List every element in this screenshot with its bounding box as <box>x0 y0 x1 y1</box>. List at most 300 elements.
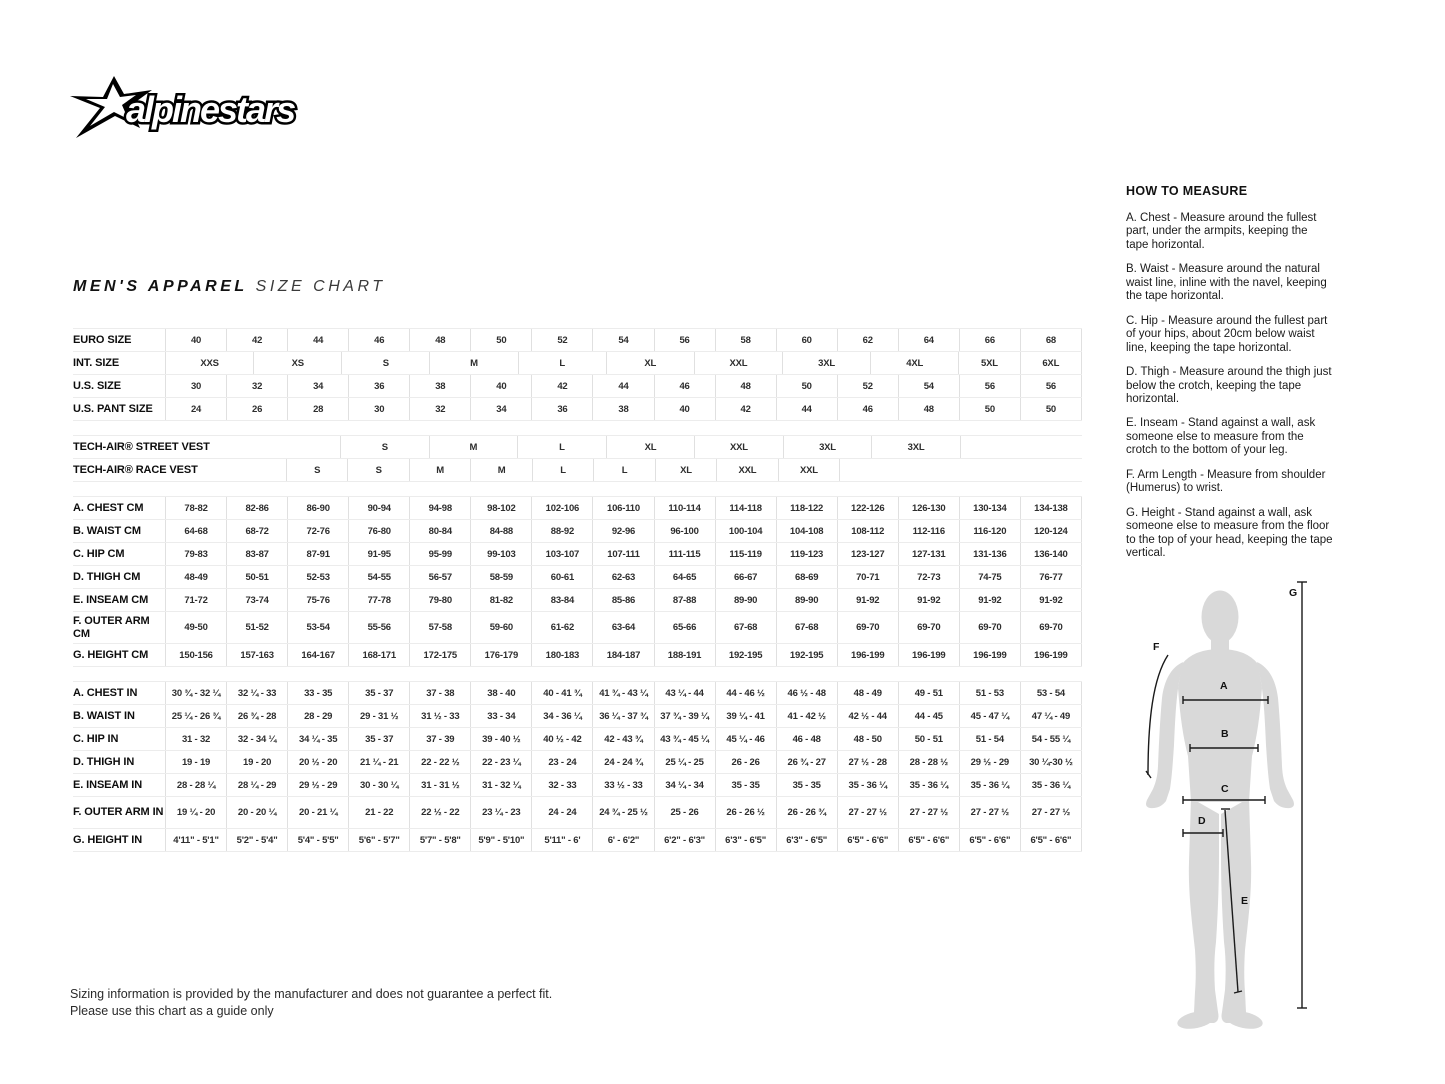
table-cell: 48 - 50 <box>837 728 898 750</box>
table-cell: 74-75 <box>959 566 1020 588</box>
table-cell: 19 - 19 <box>165 751 226 773</box>
table-cell: 54 - 55 ¼ <box>1020 728 1082 750</box>
table-cell: 40 <box>165 329 226 351</box>
table-cell: 4'11" - 5'1" <box>165 829 226 851</box>
table-cell: 50-51 <box>226 566 287 588</box>
table-cell: 42 <box>226 329 287 351</box>
table-cell: 6'2" - 6'3" <box>654 829 715 851</box>
table-cell: 22 - 23 ¼ <box>470 751 531 773</box>
table-cell: 6'5" - 6'6" <box>1020 829 1082 851</box>
table-cell: 66 <box>959 329 1020 351</box>
table-cell: 104-108 <box>776 520 837 542</box>
table-cell: 196-199 <box>959 644 1020 666</box>
table-row <box>73 612 1082 644</box>
table-cell: 6'3" - 6'5" <box>776 829 837 851</box>
footer-line-2: Please use this chart as a guide only <box>70 1004 274 1019</box>
table-cell: 34 - 36 ¼ <box>531 705 592 727</box>
table-cell: 33 ½ - 33 <box>592 774 653 796</box>
row-label: D. THIGH IN <box>73 756 135 768</box>
table-cell: 64-68 <box>165 520 226 542</box>
table-cell: 28 <box>287 398 348 420</box>
table-cell: L <box>518 352 606 374</box>
table-cell: M <box>429 436 518 458</box>
table-cell: 77-78 <box>348 589 409 611</box>
table-cell: 5'6" - 5'7" <box>348 829 409 851</box>
table-cell: 53-54 <box>287 612 348 643</box>
table-cell: 78-82 <box>165 497 226 519</box>
table-cell: 51 - 54 <box>959 728 1020 750</box>
table-cell: 68 <box>1020 329 1082 351</box>
table-cell: 123-127 <box>837 543 898 565</box>
row-label: TECH-AIR® RACE VEST <box>73 464 198 476</box>
page-title-sub: SIZE CHART <box>255 278 386 295</box>
table-cell: 88-92 <box>531 520 592 542</box>
table-cell: 62-63 <box>592 566 653 588</box>
table-cell: 31 - 32 ¼ <box>470 774 531 796</box>
table-cell: 19 ¼ - 20 <box>165 797 226 828</box>
table-cell: 68-69 <box>776 566 837 588</box>
table-cell: 100-104 <box>715 520 776 542</box>
table-cell: 27 - 27 ½ <box>959 797 1020 828</box>
table-cell: 33 - 35 <box>287 682 348 704</box>
table-cell: 41 ¾ - 43 ¼ <box>592 682 653 704</box>
table-cell: 26 ¾ - 27 <box>776 751 837 773</box>
table-cell: 130-134 <box>959 497 1020 519</box>
table-cell: 184-187 <box>592 644 653 666</box>
table-cell: 38 <box>592 398 653 420</box>
measure-instruction: B. Waist - Measure around the natural waist line, inline with the navel, keeping the tape horizontal. <box>1126 263 1327 303</box>
row-label: A. CHEST IN <box>73 687 138 699</box>
table-cell: 25 - 26 <box>654 797 715 828</box>
table-cell: 90-94 <box>348 497 409 519</box>
table-row <box>73 774 1082 797</box>
table-cell: 30 <box>348 398 409 420</box>
table-cell: 168-171 <box>348 644 409 666</box>
table-cell: 131-136 <box>959 543 1020 565</box>
table-cell: 30 - 30 ¼ <box>348 774 409 796</box>
table-cell: 5'11" - 6' <box>531 829 592 851</box>
table-cell: 44 - 45 <box>898 705 959 727</box>
table-cell: 112-116 <box>898 520 959 542</box>
table-cell: 3XL <box>782 352 870 374</box>
label-g: G <box>1289 587 1298 599</box>
table-cell: XL <box>606 436 695 458</box>
table-cell: 32 <box>226 375 287 397</box>
measure-line-height-g <box>1297 582 1307 1008</box>
table-cell: 86-90 <box>287 497 348 519</box>
table-cell: 6'5" - 6'6" <box>959 829 1020 851</box>
table-cell: 25 ¼ - 26 ¾ <box>165 705 226 727</box>
table-cell: 103-107 <box>531 543 592 565</box>
table-cell: 35 - 36 ¼ <box>837 774 898 796</box>
table-cell: 91-95 <box>348 543 409 565</box>
table-cell: 4XL <box>870 352 958 374</box>
label-a: A <box>1220 680 1228 692</box>
table-cell: 91-92 <box>837 589 898 611</box>
table-cell: L <box>517 436 606 458</box>
table-cell: 40 <box>654 398 715 420</box>
table-cell: 52 <box>531 329 592 351</box>
table-cell: 50 <box>470 329 531 351</box>
table-cell: 5'2" - 5'4" <box>226 829 287 851</box>
table-cell: 35 - 37 <box>348 682 409 704</box>
table-cell: 29 ½ - 29 <box>287 774 348 796</box>
body-silhouette <box>1146 591 1294 1031</box>
table-cell: 34 <box>470 398 531 420</box>
table-cell: 51-52 <box>226 612 287 643</box>
table-cell: 136-140 <box>1020 543 1082 565</box>
table-cell: 5XL <box>958 352 1019 374</box>
table-cell: 106-110 <box>592 497 653 519</box>
table-cell: S <box>286 459 347 481</box>
table-cell: 26 - 26 ½ <box>715 797 776 828</box>
table-cell: 57-58 <box>409 612 470 643</box>
table-cell: 69-70 <box>1020 612 1082 643</box>
table-cell: 119-123 <box>776 543 837 565</box>
size-table <box>73 328 1082 852</box>
table-cell: 24 - 24 ¾ <box>592 751 653 773</box>
table-cell: 81-82 <box>470 589 531 611</box>
table-cell: 29 - 31 ½ <box>348 705 409 727</box>
table-cell: 42 - 43 ¾ <box>592 728 653 750</box>
table-cell: 48 <box>715 375 776 397</box>
table-cell: S <box>347 459 408 481</box>
table-cell: S <box>341 352 429 374</box>
table-cell: 91-92 <box>898 589 959 611</box>
table-row <box>73 496 1082 520</box>
table-cell: 44 <box>592 375 653 397</box>
table-cell: 24 <box>165 398 226 420</box>
table-cell: 50 <box>776 375 837 397</box>
table-cell: 27 - 27 ½ <box>898 797 959 828</box>
table-cell: 19 - 20 <box>226 751 287 773</box>
table-cell: 37 ¾ - 39 ¼ <box>654 705 715 727</box>
table-cell: 33 - 34 <box>470 705 531 727</box>
table-cell: 157-163 <box>226 644 287 666</box>
table-cell: 48 <box>898 398 959 420</box>
table-cell: 26 - 26 <box>715 751 776 773</box>
table-cell: 21 ¼ - 21 <box>348 751 409 773</box>
table-cell: 110-114 <box>654 497 715 519</box>
table-cell: 46 ½ - 48 <box>776 682 837 704</box>
table-row <box>73 435 1082 459</box>
table-cell: 192-195 <box>715 644 776 666</box>
table-cell: 35 - 36 ¼ <box>898 774 959 796</box>
table-row <box>73 644 1082 667</box>
table-cell: 66-67 <box>715 566 776 588</box>
table-row <box>73 398 1082 421</box>
table-cell: 52 <box>837 375 898 397</box>
table-cell: 54 <box>592 329 653 351</box>
table-cell: 25 ¼ - 25 <box>654 751 715 773</box>
table-row <box>73 459 1082 482</box>
table-cell: 82-86 <box>226 497 287 519</box>
table-cell: 21 - 22 <box>348 797 409 828</box>
table-cell: 91-92 <box>1020 589 1082 611</box>
row-label: B. WAIST CM <box>73 525 141 537</box>
table-cell: 6XL <box>1020 352 1082 374</box>
table-cell: 6'5" - 6'6" <box>837 829 898 851</box>
table-cell: 73-74 <box>226 589 287 611</box>
table-cell: 196-199 <box>837 644 898 666</box>
table-cell: 31 ½ - 33 <box>409 705 470 727</box>
table-cell: 23 - 24 <box>531 751 592 773</box>
table-cell: 62 <box>837 329 898 351</box>
page-title-main: MEN'S APPAREL <box>73 278 248 295</box>
table-cell: 39 - 40 ½ <box>470 728 531 750</box>
table-cell: 54-55 <box>348 566 409 588</box>
row-label: E. INSEAM CM <box>73 594 149 606</box>
table-cell: 59-60 <box>470 612 531 643</box>
table-cell: 22 - 22 ½ <box>409 751 470 773</box>
table-cell: 60-61 <box>531 566 592 588</box>
body-diagram <box>1140 570 1445 1030</box>
table-cell: 22 ½ - 22 <box>409 797 470 828</box>
table-cell: 31 - 31 ½ <box>409 774 470 796</box>
table-cell: 24 ¾ - 25 ½ <box>592 797 653 828</box>
table-cell: 30 <box>165 375 226 397</box>
table-cell: 20 ½ - 20 <box>287 751 348 773</box>
table-cell: 46 <box>837 398 898 420</box>
table-row <box>73 797 1082 829</box>
table-cell: 56 <box>654 329 715 351</box>
table-cell: 42 <box>531 375 592 397</box>
table-cell: 3XL <box>871 436 961 458</box>
table-cell: 84-88 <box>470 520 531 542</box>
table-cell: 50 <box>959 398 1020 420</box>
table-cell: 37 - 38 <box>409 682 470 704</box>
table-cell: 32 - 34 ¼ <box>226 728 287 750</box>
table-cell: 118-122 <box>776 497 837 519</box>
table-cell: 26 <box>226 398 287 420</box>
table-cell: 99-103 <box>470 543 531 565</box>
label-f: F <box>1153 641 1160 653</box>
page-title <box>73 278 385 296</box>
table-row <box>73 705 1082 728</box>
table-cell: 55-56 <box>348 612 409 643</box>
measure-instruction: A. Chest - Measure around the fullest part, under the armpits, keeping the tape horizontal. <box>1126 212 1317 251</box>
table-cell: 34 ¼ - 35 <box>287 728 348 750</box>
table-cell: 58 <box>715 329 776 351</box>
table-cell: 38 <box>409 375 470 397</box>
table-cell: 28 - 29 <box>287 705 348 727</box>
row-label: B. WAIST IN <box>73 710 135 722</box>
table-cell: 98-102 <box>470 497 531 519</box>
table-cell: 96-100 <box>654 520 715 542</box>
table-cell: 92-96 <box>592 520 653 542</box>
table-cell: 48 - 49 <box>837 682 898 704</box>
table-cell: 45 ¼ - 46 <box>715 728 776 750</box>
table-cell: 5'9" - 5'10" <box>470 829 531 851</box>
table-cell: 111-115 <box>654 543 715 565</box>
table-cell: 44 <box>776 398 837 420</box>
table-cell: XXL <box>694 436 783 458</box>
table-cell <box>165 436 340 458</box>
table-cell: 49-50 <box>165 612 226 643</box>
table-cell: 36 <box>531 398 592 420</box>
row-label: F. OUTER ARM IN <box>73 806 164 819</box>
table-cell: 32 - 33 <box>531 774 592 796</box>
measure-instruction: D. Thigh - Measure around the thigh just below the crotch, keeping the tape horizontal. <box>1126 366 1332 405</box>
footer-disclaimer <box>70 986 552 1021</box>
table-cell: 20 - 20 ¼ <box>226 797 287 828</box>
how-to-measure-items <box>1126 212 1333 561</box>
table-cell: 26 - 26 ¾ <box>776 797 837 828</box>
table-cell: 45 - 47 ¼ <box>959 705 1020 727</box>
table-cell <box>165 459 286 481</box>
table-cell: 76-80 <box>348 520 409 542</box>
table-row <box>73 589 1082 612</box>
measure-instruction: E. Inseam - Stand against a wall, ask someone else to measure from the crotch to the bottom of your leg. <box>1126 417 1316 457</box>
table-cell: 192-195 <box>776 644 837 666</box>
table-cell: 41 - 42 ½ <box>776 705 837 727</box>
table-cell: 63-64 <box>592 612 653 643</box>
table-cell: 37 - 39 <box>409 728 470 750</box>
table-cell: 26 ¾ - 28 <box>226 705 287 727</box>
table-cell: 95-99 <box>409 543 470 565</box>
table-cell: 20 - 21 ¼ <box>287 797 348 828</box>
table-cell: 180-183 <box>531 644 592 666</box>
table-cell <box>840 459 1082 481</box>
table-cell: 32 ¼ - 33 <box>226 682 287 704</box>
table-cell: 107-111 <box>592 543 653 565</box>
table-cell: M <box>470 459 531 481</box>
row-label: E. INSEAM IN <box>73 779 143 791</box>
table-row <box>73 566 1082 589</box>
table-cell: 51 - 53 <box>959 682 1020 704</box>
table-row <box>73 728 1082 751</box>
table-cell: 34 ¼ - 34 <box>654 774 715 796</box>
table-cell: 40 <box>470 375 531 397</box>
table-row <box>73 751 1082 774</box>
row-label: U.S. PANT SIZE <box>73 403 153 415</box>
table-cell: 172-175 <box>409 644 470 666</box>
table-cell: M <box>429 352 517 374</box>
table-cell: 85-86 <box>592 589 653 611</box>
table-cell: XXL <box>778 459 840 481</box>
label-b: B <box>1221 728 1229 740</box>
how-to-measure-panel <box>1126 184 1333 572</box>
row-label: C. HIP CM <box>73 548 125 560</box>
table-cell: 75-76 <box>287 589 348 611</box>
table-cell: 36 <box>348 375 409 397</box>
row-label: TECH-AIR® STREET VEST <box>73 441 210 453</box>
table-cell: 42 ½ - 44 <box>837 705 898 727</box>
table-row <box>73 829 1082 852</box>
table-cell: 46 <box>348 329 409 351</box>
table-cell: 35 - 36 ¼ <box>1020 774 1082 796</box>
table-cell: 120-124 <box>1020 520 1082 542</box>
table-cell: 89-90 <box>715 589 776 611</box>
table-cell: L <box>593 459 654 481</box>
row-label: A. CHEST CM <box>73 502 144 514</box>
table-cell: 52-53 <box>287 566 348 588</box>
table-cell: 54 <box>898 375 959 397</box>
table-cell: 79-80 <box>409 589 470 611</box>
table-cell: S <box>340 436 429 458</box>
table-cell: 39 ¼ - 41 <box>715 705 776 727</box>
body-diagram-svg <box>1140 570 1445 1030</box>
table-cell: 47 ¼ - 49 <box>1020 705 1082 727</box>
table-cell: 91-92 <box>959 589 1020 611</box>
measure-instruction: F. Arm Length - Measure from shoulder (Humerus) to wrist. <box>1126 468 1326 495</box>
alpinestars-logo-svg <box>70 76 330 142</box>
table-cell: 46 <box>654 375 715 397</box>
table-cell: 50 - 51 <box>898 728 959 750</box>
table-cell: 67-68 <box>715 612 776 643</box>
table-cell: 6'3" - 6'5" <box>715 829 776 851</box>
table-cell: 76-77 <box>1020 566 1082 588</box>
row-label: F. OUTER ARM CM <box>73 615 150 640</box>
table-cell: XXS <box>165 352 253 374</box>
table-cell: 40 ½ - 42 <box>531 728 592 750</box>
table-cell: 53 - 54 <box>1020 682 1082 704</box>
table-cell: 87-91 <box>287 543 348 565</box>
table-cell: 70-71 <box>837 566 898 588</box>
table-cell: 6' - 6'2" <box>592 829 653 851</box>
label-d: D <box>1198 815 1206 827</box>
table-cell: 87-88 <box>654 589 715 611</box>
table-cell: 72-76 <box>287 520 348 542</box>
table-cell: 108-112 <box>837 520 898 542</box>
table-cell: 69-70 <box>837 612 898 643</box>
table-cell: XL <box>655 459 716 481</box>
row-label: G. HEIGHT IN <box>73 834 143 846</box>
table-cell: 94-98 <box>409 497 470 519</box>
table-cell: 69-70 <box>959 612 1020 643</box>
footer-line-1: Sizing information is provided by the manufacturer and does not guarantee a perfect fit. <box>70 987 553 1001</box>
table-row <box>73 681 1082 705</box>
alpinestars-wordmark: alpinestars <box>126 89 295 130</box>
table-cell: L <box>532 459 593 481</box>
table-cell: 5'4" - 5'5" <box>287 829 348 851</box>
table-cell: 114-118 <box>715 497 776 519</box>
table-cell: 150-156 <box>165 644 226 666</box>
table-cell: 56-57 <box>409 566 470 588</box>
table-cell: 35 - 35 <box>715 774 776 796</box>
measure-instruction: G. Height - Stand against a wall, ask someone else to measure from the floor to the top of your head, keeping the tape vertical. <box>1126 506 1333 560</box>
table-cell: 28 - 28 ¼ <box>165 774 226 796</box>
table-cell: 102-106 <box>531 497 592 519</box>
table-cell: 38 - 40 <box>470 682 531 704</box>
table-cell: 60 <box>776 329 837 351</box>
table-cell: 34 <box>287 375 348 397</box>
table-cell: 127-131 <box>898 543 959 565</box>
table-cell: 36 ¼ - 37 ¾ <box>592 705 653 727</box>
table-cell: 176-179 <box>470 644 531 666</box>
table-cell: 27 ½ - 28 <box>837 751 898 773</box>
table-cell: 23 ¼ - 23 <box>470 797 531 828</box>
row-label: C. HIP IN <box>73 733 119 745</box>
table-cell: 28 ¼ - 29 <box>226 774 287 796</box>
table-cell: 69-70 <box>898 612 959 643</box>
table-cell: 24 - 24 <box>531 797 592 828</box>
measure-instruction: C. Hip - Measure around the fullest part of your hips, about 20cm below waist line, keeping the tape horizontal. <box>1126 314 1328 354</box>
table-cell: 50 <box>1020 398 1082 420</box>
table-row <box>73 352 1082 375</box>
table-cell <box>961 436 1082 458</box>
table-cell: 35 - 36 ¼ <box>959 774 1020 796</box>
table-cell: 89-90 <box>776 589 837 611</box>
table-cell: 32 <box>409 398 470 420</box>
table-cell: 67-68 <box>776 612 837 643</box>
table-cell: 44 <box>287 329 348 351</box>
table-cell: 196-199 <box>1020 644 1082 666</box>
table-cell: 72-73 <box>898 566 959 588</box>
table-cell: 43 ¼ - 44 <box>654 682 715 704</box>
table-cell: 68-72 <box>226 520 287 542</box>
row-label: EURO SIZE <box>73 334 132 346</box>
